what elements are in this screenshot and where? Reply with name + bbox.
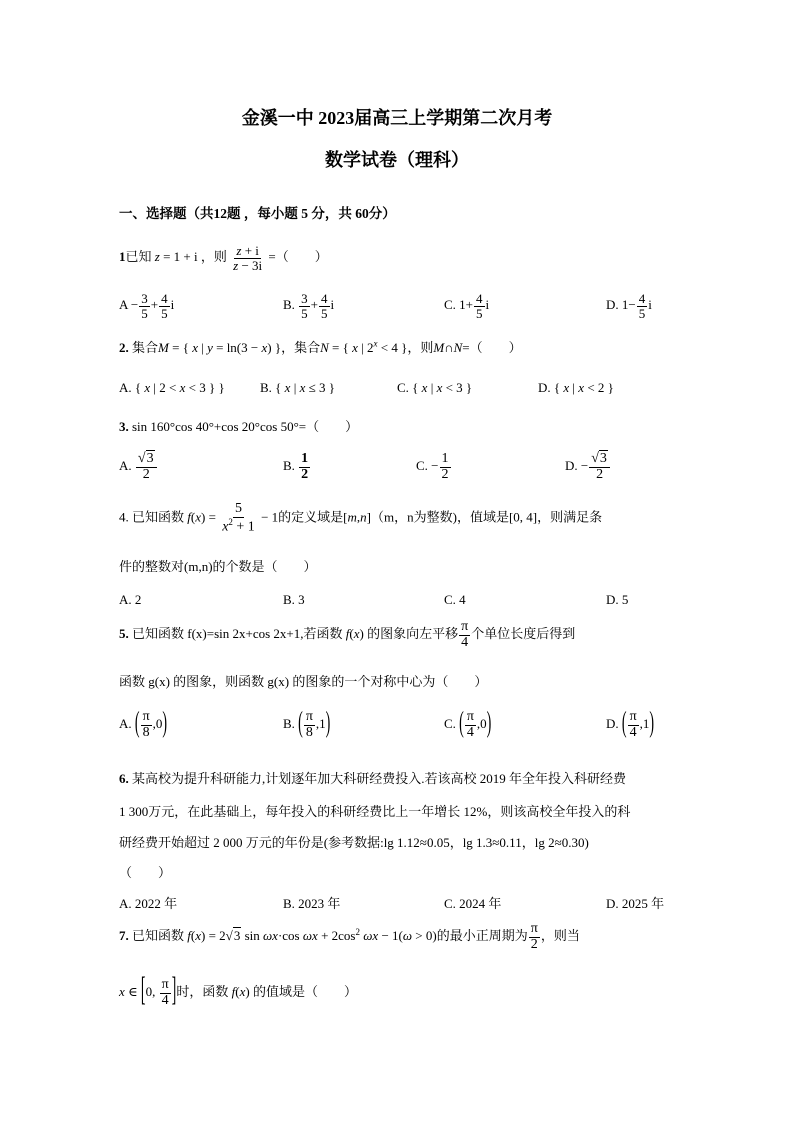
- page-subtitle: 数学试卷（理科）: [325, 150, 469, 170]
- question-3-stem: 3. sin 160°cos 40°+cos 20°cos 50°=（ ）: [119, 419, 359, 434]
- question-number: 5.: [119, 626, 129, 642]
- question-4-option-c[interactable]: C. 4: [444, 592, 466, 607]
- question-2-option-b[interactable]: B. { x | x ≤ 3 }: [260, 380, 335, 395]
- question-number: 7.: [119, 928, 129, 944]
- question-number: 1: [119, 249, 126, 265]
- question-4-option-a[interactable]: A. 2: [119, 592, 142, 607]
- question-number: 6.: [119, 771, 129, 786]
- question-4-option-b[interactable]: B. 3: [283, 592, 305, 607]
- question-1-option-b[interactable]: B. $\frac{3}{5}$ + $\frac{4}{5}$ i: [283, 291, 335, 321]
- question-6-line3: 研经费开始超过 2 000 万元的年份是(参考数据:lg 1.12≈0.05，lg 1.3≈0.11，lg 2≈0.30): [119, 835, 589, 850]
- question-1-stem: 1已知 z = 1 + i ，则 $\frac{z + i}{z - 3i}$ =（ ）: [119, 243, 328, 273]
- question-6-option-b[interactable]: B. 2023 年: [283, 896, 341, 911]
- question-6-line2: 1 300万元，在此基础上，每年投入的科研经费比上一年增长 12%，则该高校全年投入的科: [119, 804, 631, 819]
- question-1-option-d[interactable]: D. 1− $\frac{4}{5}$ i: [606, 291, 652, 321]
- question-3-option-b[interactable]: B. $\frac{1}{2}$: [283, 451, 309, 482]
- question-6-option-c[interactable]: C. 2024 年: [444, 896, 502, 911]
- question-5-option-b[interactable]: B. ( $\frac{\pi}{8}$ ,1): [283, 708, 331, 740]
- section-heading: 一、选择题（共12题 ，每小题 5 分，共 60分）: [119, 206, 396, 221]
- question-number: 3.: [119, 419, 129, 434]
- question-2-stem: 2. 集合M = { x | y = ln(3 − x) }，集合N = { x | $2^x < 4$ }，则M∩N=（ ）: [119, 338, 522, 355]
- question-2-option-d[interactable]: D. { x | x < 2 }: [538, 380, 614, 395]
- question-6-option-d[interactable]: D. 2025 年: [606, 896, 665, 911]
- question-5-stem: 5. 已知函数 f(x)=sin 2x+cos 2x+1,若函数 f(x) 的图象向左平移 $\frac{\pi}{4}$ 个单位长度后得到: [119, 619, 576, 650]
- question-6-line4: （ ）: [119, 865, 172, 880]
- question-5-option-d[interactable]: D. ( $\frac{\pi}{4}$ ,1): [606, 708, 655, 740]
- question-4-option-d[interactable]: D. 5: [606, 592, 629, 607]
- question-5-option-c[interactable]: C. ( $\frac{\pi}{4}$ ,0): [444, 708, 492, 740]
- question-6-stem: 6. 某高校为提升科研能力,计划逐年加大科研经费投入.若该高校 2019 年全年投入科研经费: [119, 771, 627, 786]
- question-5-option-a[interactable]: A. ( $\frac{\pi}{8}$ ,0): [119, 708, 168, 740]
- question-7-stem: 7. 已知函数 f(x) = 2√3 sin ωx·cos $\omega x + 2\cos^2$ ωx − 1(ω > 0)的最小正周期为 $\frac{\pi}{2}$ ，则当: [119, 921, 580, 952]
- question-2-option-a[interactable]: A. { x | 2 < x < 3 } }: [119, 380, 225, 395]
- question-1-option-c[interactable]: C. 1+ $\frac{4}{5}$ i: [444, 291, 490, 321]
- question-4-stem-line2: 件的整数对(m,n)的个数是（ ）: [119, 559, 317, 574]
- question-3-option-c[interactable]: C. − $\frac{1}{2}$: [416, 451, 449, 482]
- question-1-option-a[interactable]: A − $\frac{3}{5}$ + $\frac{4}{5}$ i: [119, 291, 175, 321]
- question-number: 2.: [119, 340, 129, 355]
- question-3-option-a[interactable]: A. $\frac{√3}{2}$: [119, 452, 158, 482]
- page-title: 金溪一中 2023届高三上学期第二次月考: [241, 108, 553, 128]
- question-2-option-c[interactable]: C. { x | x < 3 }: [397, 380, 473, 395]
- question-5-stem-line2: 函数 g(x) 的图象，则函数 g(x) 的图象的一个对称中心为（ ）: [119, 674, 488, 689]
- question-4-stem: 4. 已知函数 f(x) = $\frac{5}{x^2 + 1}$ − 1的定义域是[m,n]（m，n为整数)，值域是[0, 4]，则满足条: [119, 501, 603, 535]
- question-6-option-a[interactable]: A. 2022 年: [119, 896, 178, 911]
- question-7-line2: x ∈ [0, $\frac{\pi}{4}$ ]时，函数 f(x) 的值域是（ ）: [119, 973, 357, 1010]
- question-3-option-d[interactable]: D. − $\frac{√3}{2}$: [565, 452, 611, 482]
